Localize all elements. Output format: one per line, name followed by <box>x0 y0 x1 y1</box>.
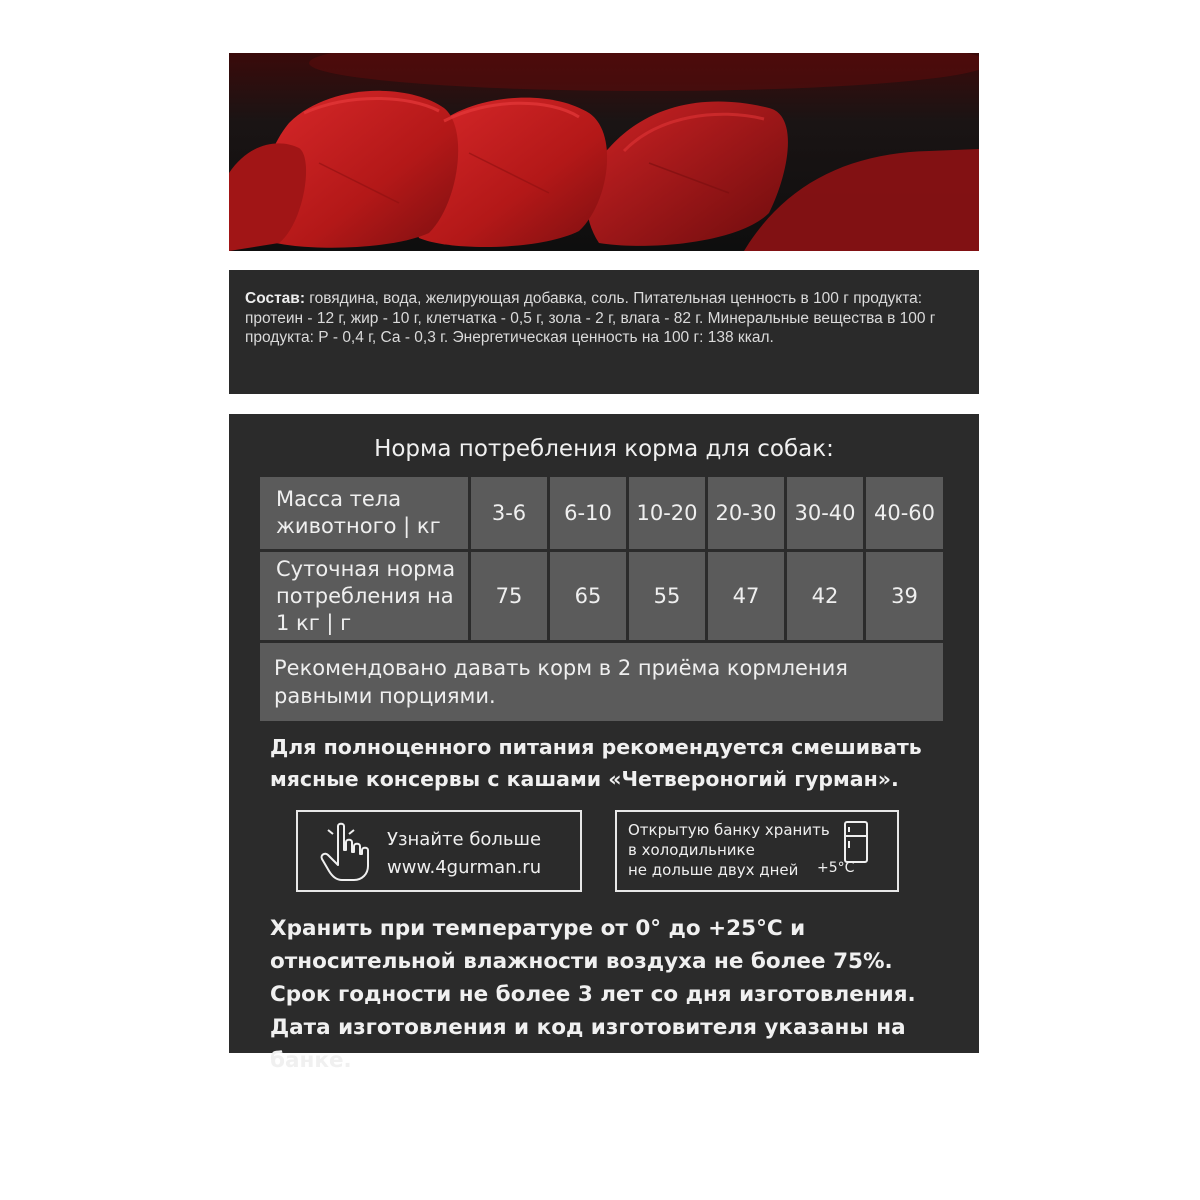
norm-cell: 75 <box>471 552 547 640</box>
norm-cell: 39 <box>866 552 943 640</box>
mix-recommendation: Для полноценного питания рекомендуется смешивать мясные консервы с кашами «Четвероногий гурман». <box>270 735 922 791</box>
fridge-line-3: не дольше двух дней <box>628 861 799 879</box>
hand-pointer-icon <box>318 822 374 884</box>
composition-label: Состав: <box>245 290 305 307</box>
composition-text: говядина, вода, желирующая добавка, соль. Питательная ценность в 100 г продукта: протеин - 12 г, жир - 10 г, клетчатка - 0,5 г, зола - 2 г, влага - 82 г. Минеральные вещества в 100 г продукта: Р - 0,4 г, Са - 0,3 г. Энергетическая ценность на 100 г: 138 ккал. <box>245 290 936 346</box>
fridge-storage-box <box>615 810 899 892</box>
weight-cell: 40-60 <box>866 477 943 549</box>
fridge-temperature: +5°C <box>817 860 855 876</box>
norm-cell: 65 <box>550 552 626 640</box>
norm-cell: 47 <box>708 552 784 640</box>
weight-cell: 3-6 <box>471 477 547 549</box>
weight-cell: 10-20 <box>629 477 705 549</box>
meat-photo <box>229 53 979 251</box>
storage-conditions: Хранить при температуре от 0° до +25°С и относительной влажности воздуха не более 75%. Срок годности не более 3 лет со дня изготовления. Дата изготовления и код изготовителя указаны на банке. <box>270 916 916 1073</box>
website-link[interactable]: www.4gurman.ru <box>387 857 542 878</box>
weight-cell: 30-40 <box>787 477 863 549</box>
fridge-icon <box>843 820 869 864</box>
norm-header: Суточная норма потребления на 1 кг | г <box>260 552 468 640</box>
learn-more-box[interactable] <box>296 810 582 892</box>
weight-cell: 20-30 <box>708 477 784 549</box>
fridge-line-1: Открытую банку хранить <box>628 821 830 839</box>
composition-panel <box>229 270 979 394</box>
learn-more-label: Узнайте больше <box>387 829 542 850</box>
weight-cell: 6-10 <box>550 477 626 549</box>
feeding-info-panel <box>229 414 979 1073</box>
weight-header: Масса тела животного | кг <box>260 477 468 549</box>
fridge-line-2: в холодильнике <box>628 841 755 859</box>
feeding-title: Норма потребления корма для собак: <box>374 436 834 462</box>
feeding-note: Рекомендовано давать корм в 2 приёма кормления равными порциями. <box>260 643 943 721</box>
norm-cell: 42 <box>787 552 863 640</box>
norm-cell: 55 <box>629 552 705 640</box>
